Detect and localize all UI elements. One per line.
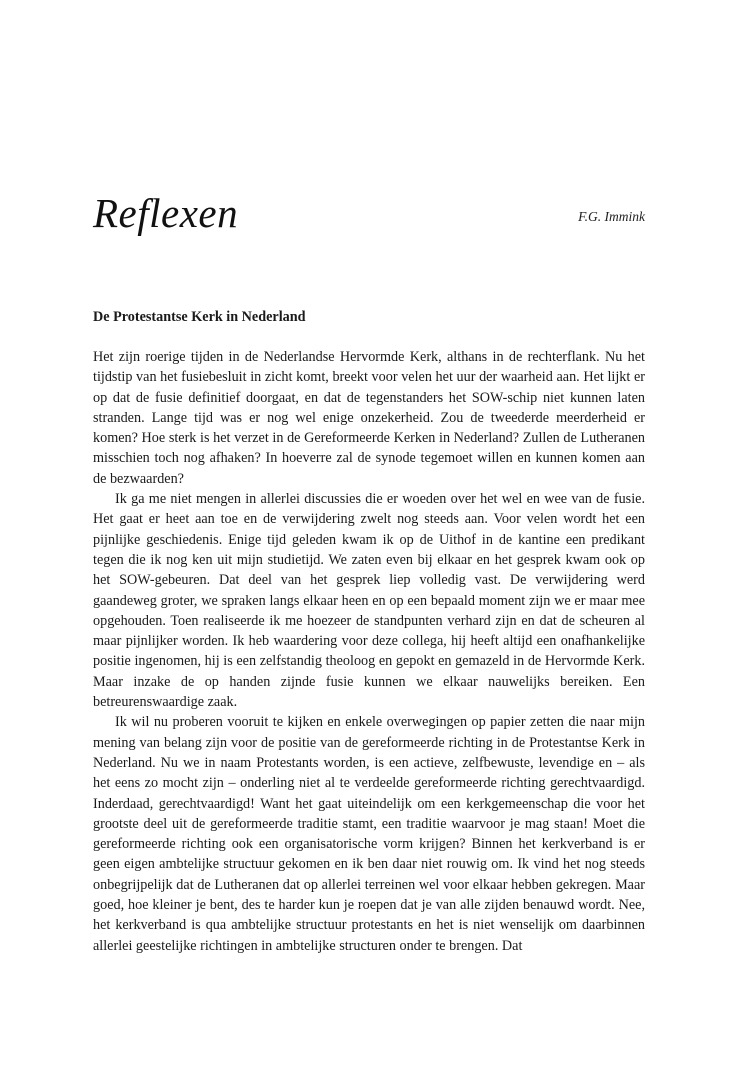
author-name: F.G. Immink [578,209,645,224]
article-header [93,190,645,240]
article-body [93,347,645,956]
page [93,0,645,1068]
column-title: Reflexen [93,190,239,236]
paragraph: Het zijn roerige tijden in de Nederlandse Hervormde Kerk, althans in de rechterflank. Nu het tijdstip van het fusiebesluit in zicht komt, breekt voor velen het uur der waarheid aan. Het lijkt er op dat de fusie definitief doorgaat, en dat de tegenstanders het SOW-schip niet kunnen laten stranden. Lange tijd was er nog wel enige onzekerheid. Zou de tweederde meerderheid er komen? Hoe sterk is het verzet in de Gereformeerde Kerken in Nederland? Zullen de Lutheranen misschien toch nog afhaken? In hoeverre zal de synode tegemoet willen en kunnen komen aan de bezwaarden? [93,349,645,487]
paragraph: Ik wil nu proberen vooruit te kijken en enkele overwegingen op papier zetten die naar mijn mening van belang zijn voor de positie van de gereformeerde richting in de Protestantse Kerk in Nederland. Nu we in naam Protestants worden, is een actieve, zelfbewuste, levendige en – als het eens zo mocht zijn – onderling niet al te verdeelde gereformeerde richting gerechtvaardigd. Inderdaad, gerechtvaardigd! Want het gaat uiteindelijk om een kerkgemeenschap die voor het grootste deel uit de gereformeerde traditie stamt, een traditie waarvoor je mag staan! Moet die gereformeerde richting ook een organisatorische vorm krijgen? Binnen het kerkverband is er geen eigen ambtelijke structuur gekomen en ik ben daar niet rouwig om. Ik vind het nog steeds onbegrijpelijk dat de Lutheranen dat op allerlei terreinen wel voor elkaar hebben gekregen. Maar goed, hoe kleiner je bent, des te harder kun je roepen dat je van alle zijden benauwd wordt. Nee, het kerkverband is qua ambtelijke structuur protestants en het is niet wenselijk om daarbinnen allerlei geestelijke richtingen in ambtelijke structuren onder te brengen. Dat [93,714,645,954]
section-heading: De Protestantse Kerk in Nederland [93,309,306,325]
paragraph: Ik ga me niet mengen in allerlei discussies die er woeden over het wel en wee van de fusie. Het gaat er heet aan toe en de verwijdering zwelt nog steeds aan. Voor velen wordt het een pijnlijke geschiedenis. Enige tijd geleden kwam ik op de Uithof in de kantine een predikant tegen die ik nog ken uit mijn studietijd. We zaten even bij elkaar en het gesprek kwam ook op het SOW-gebeuren. Dat deel van het gesprek liep volledig vast. De verwijdering werd gaandeweg groter, we spraken langs elkaar heen en op een bepaald moment zijn we er maar mee opgehouden. Toen realiseerde ik me hoezeer de standpunten verhard zijn en dat de scheuren al maar pijnlijker worden. Ik heb waardering voor deze collega, hij heeft altijd een onafhankelijke positie ingenomen, hij is een zelfstandig theoloog en gepokt en gemazeld in de Hervormde Kerk. Maar inzake de op handen zijnde fusie kunnen we elkaar nauwelijks bereiken. Een betreurenswaardige zaak. [93,491,645,711]
